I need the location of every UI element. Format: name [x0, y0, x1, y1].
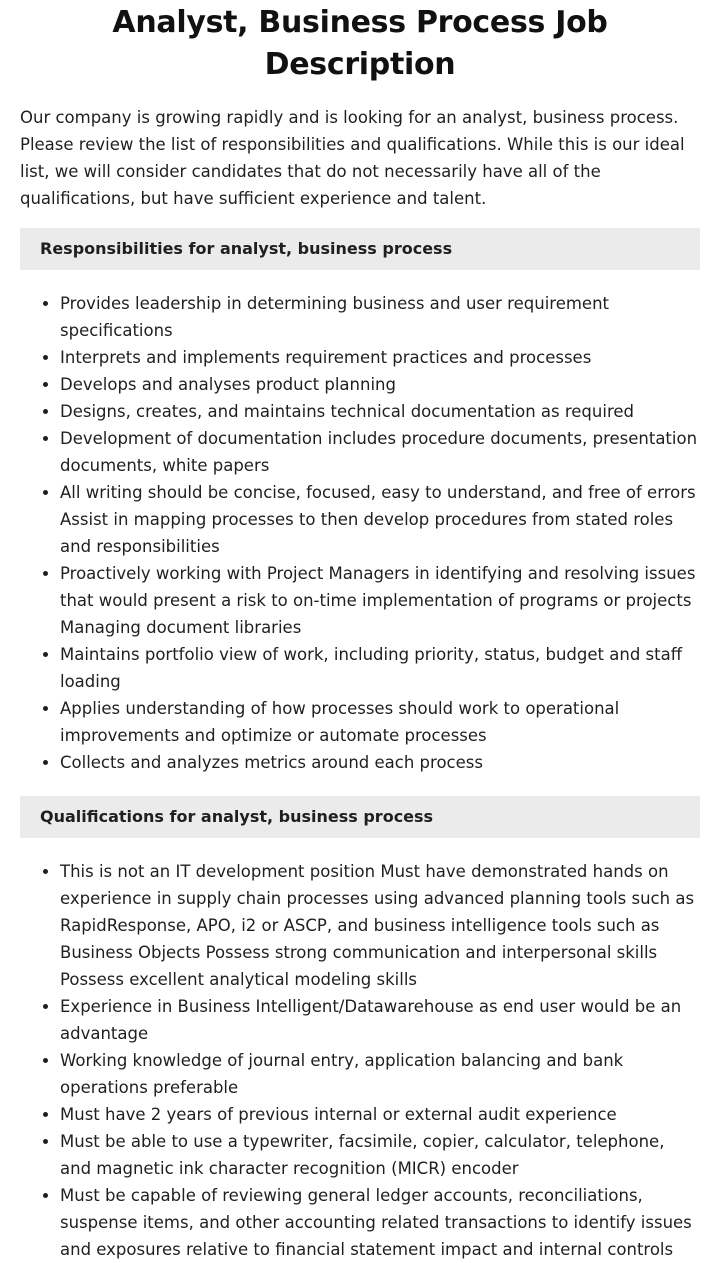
list-item: • Must have 2 years of previous internal or external audit experience [60, 1101, 700, 1128]
list-item: • Designs, creates, and maintains technical documentation as required [60, 398, 700, 425]
list-item: • Experience in Business Intelligent/Datawarehouse as end user would be an advantage [60, 993, 700, 1047]
list-item: • Must be capable of reviewing general ledger accounts, reconciliations, suspense items, and other accounting related transactions to identify issues and exposures relative to financial statement impact and internal controls [60, 1182, 700, 1263]
intro-paragraph: Our company is growing rapidly and is looking for an analyst, business process. Please review the list of responsibilities and qualifications. While this is our ideal list, we will consider candidates that do not necessarily have all of the qualifications, but have sufficient experience and talent. [20, 108, 685, 208]
list-item: • Maintains portfolio view of work, including priority, status, budget and staff loading [60, 641, 700, 695]
page-title: Analyst, Business Process Job Description [112, 5, 608, 82]
list-item: • Collects and analyzes metrics around each process [60, 749, 700, 776]
list-item: • Applies understanding of how processes should work to operational improvements and optimize or automate processes [60, 695, 700, 749]
list-item: • Development of documentation includes procedure documents, presentation documents, white papers [60, 425, 700, 479]
qualifications-section [20, 796, 700, 1263]
list-item: • Must be able to use a typewriter, facsimile, copier, calculator, telephone, and magnetic ink character recognition (MICR) encoder [60, 1128, 700, 1182]
qualifications-list [20, 858, 700, 1263]
responsibilities-list [20, 290, 700, 776]
list-item: • All writing should be concise, focused, easy to understand, and free of errors Assist in mapping processes to then develop procedures from stated roles and responsibilities [60, 479, 700, 560]
list-item: • Working knowledge of journal entry, application balancing and bank operations preferable [60, 1047, 700, 1101]
list-item: • Provides leadership in determining business and user requirement specifications [60, 290, 700, 344]
list-item: • This is not an IT development position Must have demonstrated hands on experience in supply chain processes using advanced planning tools such as RapidResponse, APO, i2 or ASCP, and business intelligence tools such as Business Objects Possess strong communication and interpersonal skills Possess excellent analytical modeling skills [60, 858, 700, 993]
list-item: • Proactively working with Project Managers in identifying and resolving issues that would present a risk to on-time implementation of programs or projects Managing document libraries [60, 560, 700, 641]
list-item: • Develops and analyses product planning [60, 371, 700, 398]
responsibilities-section [20, 228, 700, 776]
responsibilities-heading: Responsibilities for analyst, business process [20, 228, 700, 270]
list-item: • Interprets and implements requirement practices and processes [60, 344, 700, 371]
qualifications-heading: Qualifications for analyst, business process [20, 796, 700, 838]
